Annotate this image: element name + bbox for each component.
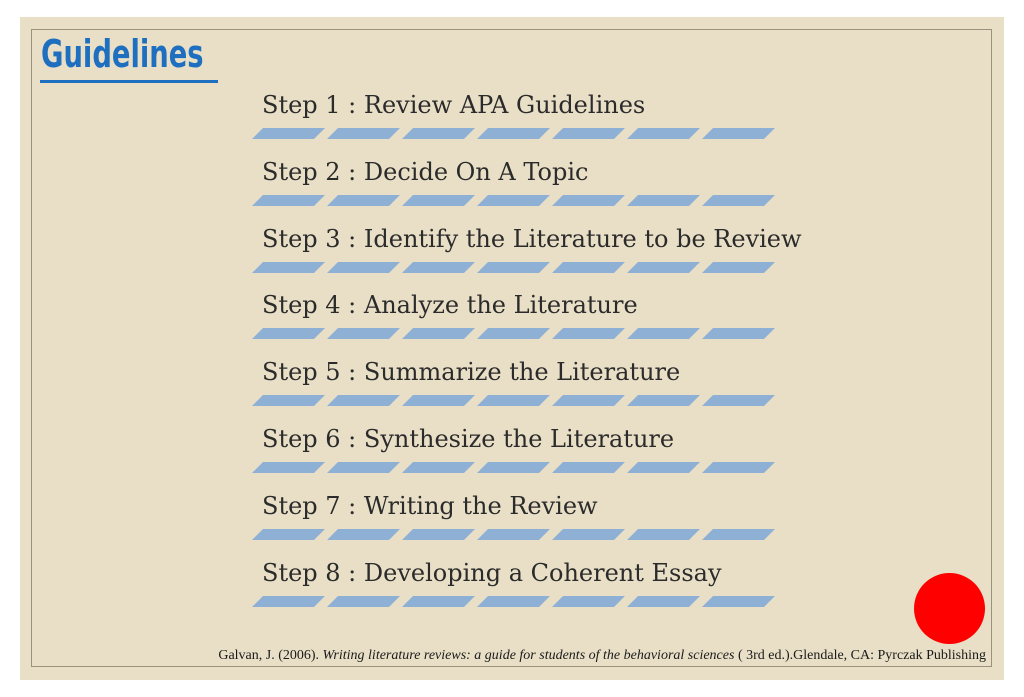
divider-segment (702, 596, 775, 607)
divider-segment (552, 262, 625, 273)
divider-segment (477, 195, 550, 206)
step-text: Step 1 : Review APA Guidelines (262, 91, 646, 119)
divider-segment (402, 462, 475, 473)
divider-segment (702, 529, 775, 540)
divider-segment (627, 262, 700, 273)
divider-segment (327, 128, 400, 139)
divider-segment (327, 596, 400, 607)
divider-segment (627, 395, 700, 406)
divider-segment (327, 529, 400, 540)
divider-segment (702, 395, 775, 406)
divider-segment (252, 529, 325, 540)
divider-segment (552, 462, 625, 473)
divider-segment (477, 395, 550, 406)
step-divider (252, 462, 782, 476)
divider-segment (252, 328, 325, 339)
divider-segment (327, 328, 400, 339)
divider-segment (252, 195, 325, 206)
divider-segment (252, 262, 325, 273)
divider-segment (552, 529, 625, 540)
divider-segment (477, 328, 550, 339)
divider-segment (702, 195, 775, 206)
divider-segment (252, 395, 325, 406)
divider-segment (402, 395, 475, 406)
divider-segment (552, 395, 625, 406)
step-divider (252, 328, 782, 342)
divider-segment (477, 128, 550, 139)
divider-segment (477, 529, 550, 540)
citation (218, 648, 986, 664)
step-item (262, 556, 822, 636)
divider-segment (327, 195, 400, 206)
divider-segment (552, 128, 625, 139)
slide-title: Guidelines (41, 32, 204, 76)
divider-segment (477, 596, 550, 607)
divider-segment (477, 262, 550, 273)
divider-segment (552, 596, 625, 607)
step-text: Step 8 : Developing a Coherent Essay (262, 559, 722, 587)
divider-segment (327, 262, 400, 273)
step-text: Step 6 : Synthesize the Literature (262, 425, 675, 453)
step-divider (252, 195, 782, 209)
step-text: Step 3 : Identify the Literature to be Review (262, 225, 802, 253)
divider-segment (702, 462, 775, 473)
step-divider (252, 596, 782, 610)
divider-segment (402, 262, 475, 273)
citation-suffix: ( 3rd ed.).Glendale, CA: Pyrczak Publishing (734, 648, 986, 663)
divider-segment (627, 328, 700, 339)
divider-segment (627, 529, 700, 540)
divider-segment (402, 195, 475, 206)
divider-segment (702, 128, 775, 139)
divider-segment (402, 529, 475, 540)
divider-segment (252, 596, 325, 607)
red-circle-marker (914, 573, 985, 644)
divider-segment (402, 128, 475, 139)
citation-prefix: Galvan, J. (2006). (218, 648, 323, 663)
divider-segment (702, 328, 775, 339)
divider-segment (402, 328, 475, 339)
divider-segment (402, 596, 475, 607)
divider-segment (627, 462, 700, 473)
divider-segment (252, 128, 325, 139)
step-text: Step 4 : Analyze the Literature (262, 291, 638, 319)
step-text: Step 7 : Writing the Review (262, 492, 598, 520)
divider-segment (327, 462, 400, 473)
divider-segment (627, 596, 700, 607)
step-text: Step 2 : Decide On A Topic (262, 158, 589, 186)
divider-segment (552, 195, 625, 206)
step-divider (252, 395, 782, 409)
divider-segment (627, 195, 700, 206)
divider-segment (327, 395, 400, 406)
citation-book-title: Writing literature reviews: a guide for students of the behavioral sciences (322, 648, 735, 663)
divider-segment (477, 462, 550, 473)
step-divider (252, 262, 782, 276)
divider-segment (552, 328, 625, 339)
step-divider (252, 128, 782, 142)
divider-segment (627, 128, 700, 139)
title-underline (40, 80, 218, 83)
divider-segment (252, 462, 325, 473)
step-divider (252, 529, 782, 543)
divider-segment (702, 262, 775, 273)
step-text: Step 5 : Summarize the Literature (262, 358, 681, 386)
